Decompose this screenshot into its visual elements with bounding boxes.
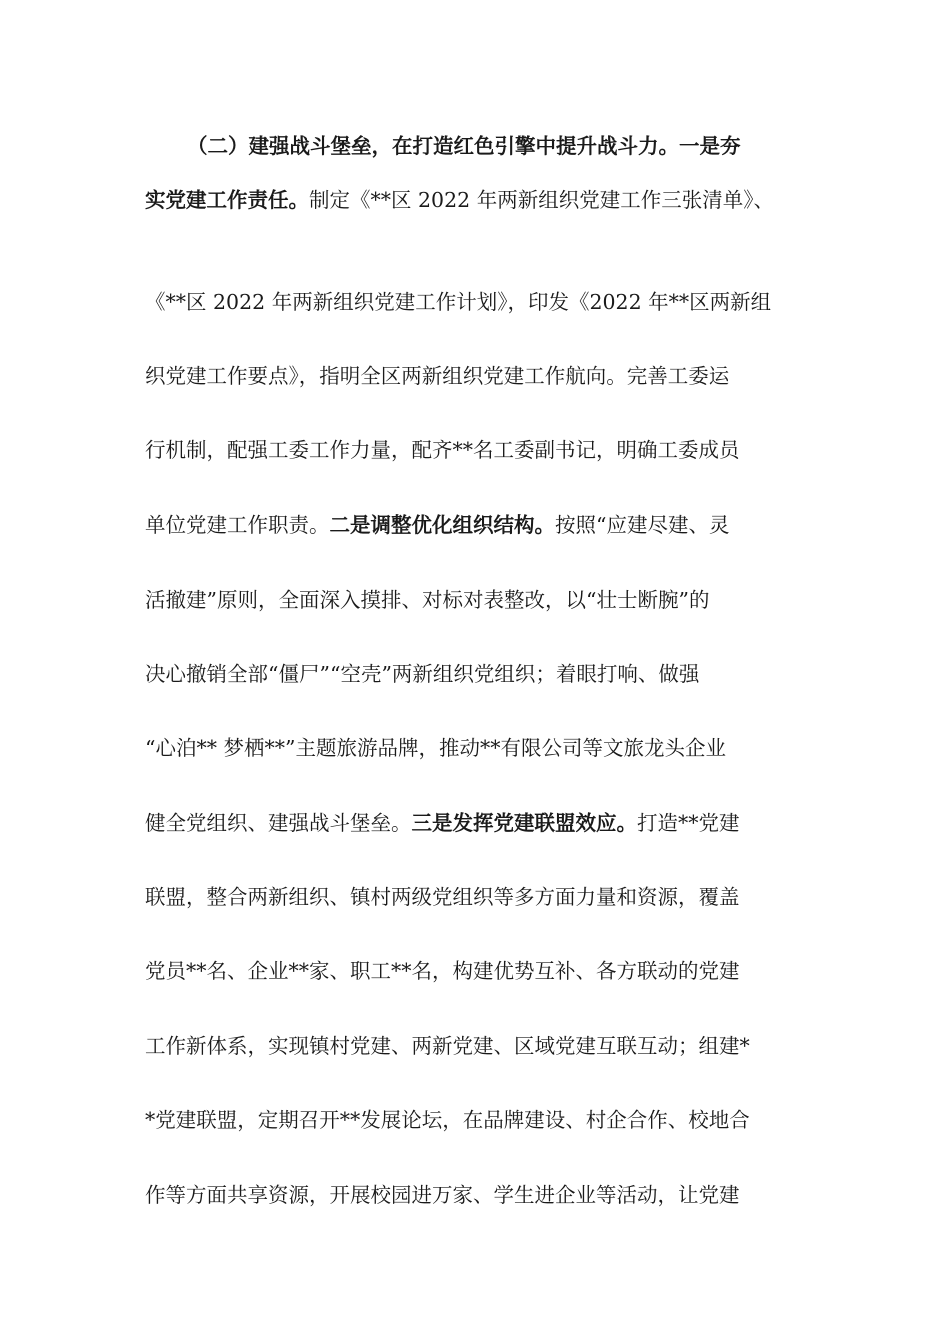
paragraph-line-6 — [145, 505, 805, 545]
body-text: 按照“应建尽建、灵 — [555, 513, 730, 537]
body-text: *党建联盟，定期召开**发展论坛，在品牌建设、村企合作、校地合 — [145, 1108, 750, 1132]
body-text: 织党建工作要点》，指明全区两新组织党建工作航向。完善工委运 — [145, 364, 730, 388]
paragraph-line-14 — [145, 1100, 805, 1140]
paragraph-line-1 — [187, 126, 805, 166]
body-text: 作等方面共享资源，开展校园进万家、学生进企业等活动，让党建 — [145, 1183, 740, 1207]
bold-heading-text: （二）建强战斗堡垒，在打造红色引擎中提升战斗力。一是夯 — [187, 134, 741, 158]
paragraph-line-9 — [145, 728, 805, 768]
body-text: “心泊** 梦栖**”主题旅游品牌，推动**有限公司等文旅龙头企业 — [145, 736, 726, 760]
bold-heading-text: 二是调整优化组织结构。 — [329, 513, 555, 537]
body-text: 决心撤销全部“僵尸”“空壳”两新组织党组织；着眼打响、做强 — [145, 662, 700, 686]
body-text: 行机制，配强工委工作力量，配齐**名工委副书记，明确工委成员 — [145, 438, 740, 462]
bold-heading-text: 实党建工作责任。 — [145, 188, 309, 212]
paragraph-line-4 — [145, 356, 805, 396]
paragraph-line-12 — [145, 951, 805, 991]
body-text: 制定《**区 2022 年两新组织党建工作三张清单》、 — [309, 188, 774, 212]
bold-heading-text: 三是发挥党建联盟效应。 — [411, 811, 637, 835]
body-text: 打造**党建 — [637, 811, 740, 835]
paragraph-line-2 — [145, 180, 805, 220]
paragraph-line-15 — [145, 1175, 805, 1215]
paragraph-line-13 — [145, 1026, 805, 1066]
paragraph-line-11 — [145, 877, 805, 917]
paragraph-line-5 — [145, 430, 805, 470]
body-text: 健全党组织、建强战斗堡垒。 — [145, 811, 412, 835]
body-text: 单位党建工作职责。 — [145, 513, 330, 537]
paragraph-line-8 — [145, 654, 805, 694]
body-text: 《**区 2022 年两新组织党建工作计划》，印发《2022 年**区两新组 — [145, 290, 772, 314]
body-text: 联盟，整合两新组织、镇村两级党组织等多方面力量和资源，覆盖 — [145, 885, 740, 909]
body-text: 工作新体系，实现镇村党建、两新党建、区域党建互联互动；组建* — [145, 1034, 750, 1058]
paragraph-line-10 — [145, 803, 805, 843]
body-text: 活撤建”原则，全面深入摸排、对标对表整改，以“壮士断腕”的 — [145, 588, 710, 612]
paragraph-line-3 — [145, 282, 805, 322]
body-text: 党员**名、企业**家、职工**名，构建优势互补、各方联动的党建 — [145, 959, 740, 983]
paragraph-line-7 — [145, 580, 805, 620]
